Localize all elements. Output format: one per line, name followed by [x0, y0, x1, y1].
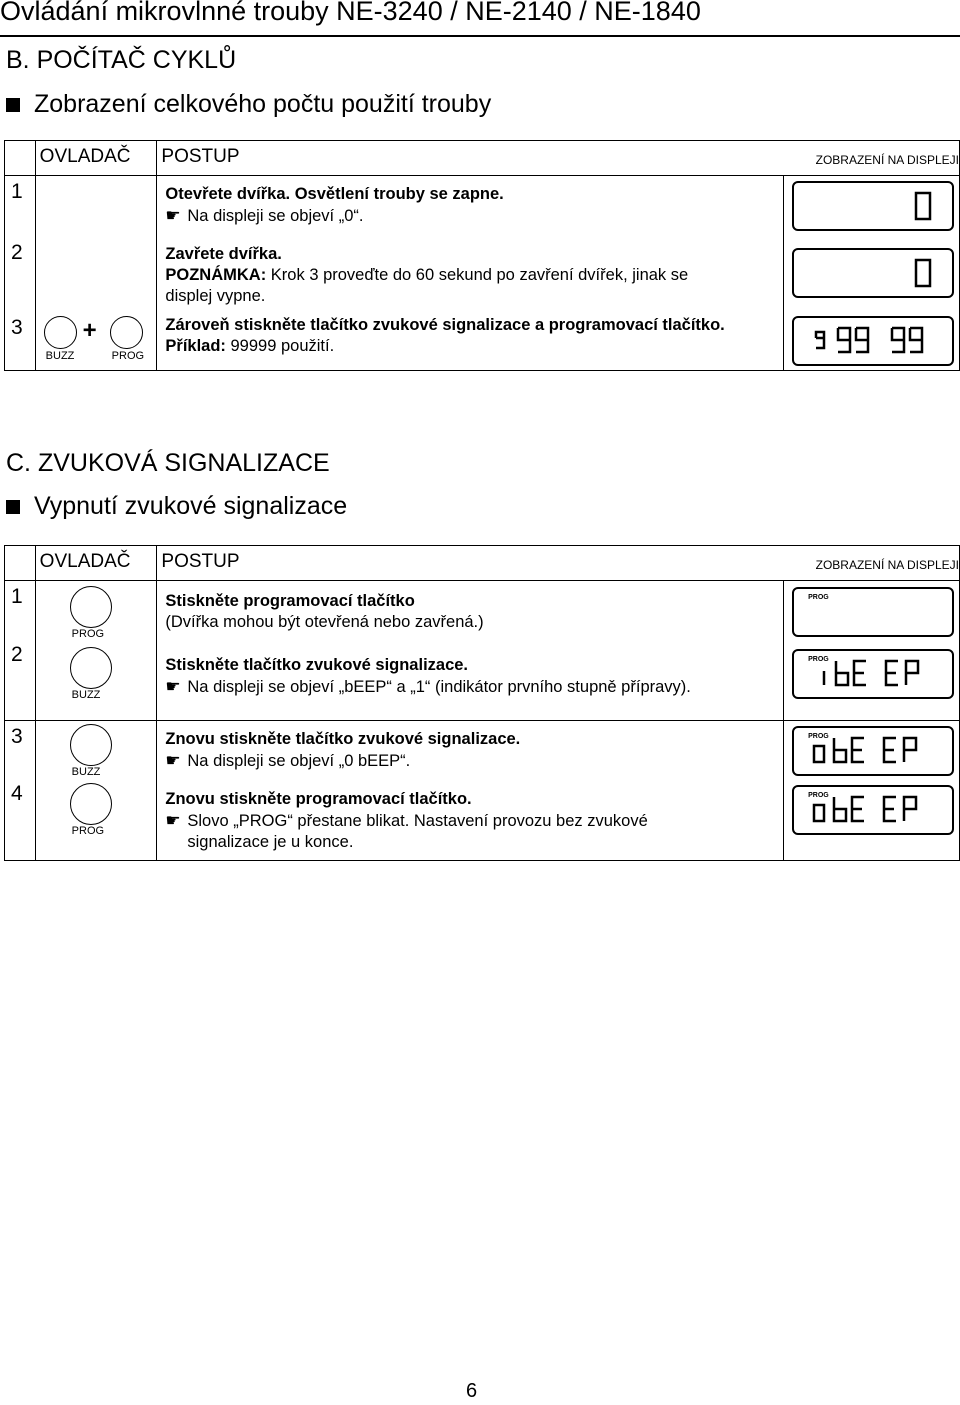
step-text: Zároveň stiskněte tlačítko zvukové signalizace a programovací tlačítko. Příklad: 99999 použití. — [165, 316, 725, 355]
lcd-display — [792, 248, 954, 298]
step-number: 2 — [11, 643, 23, 666]
prog-indicator: PROG — [808, 792, 829, 799]
buzz-label: BUZZ — [71, 766, 101, 778]
step-number: 3 — [11, 725, 23, 748]
lcd-display — [792, 726, 954, 776]
col-control-header: OVLADAČ — [35, 546, 157, 581]
step-text: Stiskněte tlačítko zvukové signalizace. ☛ Na displeji se objeví „bEEP“ a „1“ (indikátor prvního stupně přípravy). — [165, 656, 691, 696]
prog-indicator: PROG — [808, 733, 829, 740]
buzz-button[interactable] — [44, 316, 77, 349]
pointing-hand-icon: ☛ — [165, 206, 181, 225]
prog-button[interactable] — [70, 783, 112, 825]
section-c-subtitle: Vypnutí zvukové signalizace — [34, 492, 348, 520]
page-number: 6 — [466, 1380, 478, 1402]
lcd-display — [792, 649, 954, 699]
buzz-button[interactable] — [70, 647, 112, 689]
lcd-display — [792, 316, 954, 366]
buzz-button[interactable] — [70, 724, 112, 766]
section-b-title: B. POČÍTAČ CYKLŮ — [6, 46, 237, 74]
step-number: 1 — [11, 585, 23, 608]
prog-button[interactable] — [70, 586, 112, 628]
digit-0 — [794, 183, 952, 229]
section-b-table — [4, 140, 960, 371]
digits-0bE-EP — [794, 787, 952, 833]
step-number: 1 — [11, 180, 23, 203]
lcd-display — [792, 785, 954, 835]
title-rule — [0, 35, 960, 37]
prog-indicator: PROG — [808, 594, 829, 601]
step-number: 4 — [11, 782, 23, 805]
section-c-title: C. ZVUKOVÁ SIGNALIZACE — [6, 449, 330, 477]
pointing-hand-icon: ☛ — [165, 751, 181, 770]
col-procedure-header: POSTUP — [157, 141, 784, 176]
col-control-header: OVLADAČ — [35, 141, 157, 176]
prog-button[interactable] — [110, 316, 143, 349]
page-title: Ovládání mikrovlnné trouby NE-3240 / NE-2140 / NE-1840 — [0, 0, 701, 26]
lcd-display — [792, 587, 954, 637]
lcd-display — [792, 181, 954, 231]
pointing-hand-icon: ☛ — [165, 811, 181, 830]
step-text: Zavřete dvířka. POZNÁMKA: Krok 3 proveďte do 60 sekund po zavření dvířek, jinak se displej vypne. — [165, 245, 689, 305]
step-number: 2 — [11, 241, 23, 264]
step-text: Znovu stiskněte programovací tlačítko. ☛ Slovo „PROG“ přestane blikat. Nastavení provozu bez zvukové signalizace je u konce. — [165, 790, 648, 851]
buzz-label: BUZZ — [45, 350, 75, 362]
col-procedure-header: POSTUP — [157, 546, 784, 581]
prog-label: PROG — [71, 628, 105, 640]
col-display-header: ZOBRAZENÍ NA DISPLEJI — [784, 141, 960, 176]
square-bullet-icon — [6, 500, 20, 514]
step-text: Stiskněte programovací tlačítko (Dvířka mohou být otevřená nebo zavřená.) — [165, 592, 484, 631]
section-c-subtitle-row — [6, 492, 347, 521]
square-bullet-icon — [6, 98, 20, 112]
step-number: 3 — [11, 316, 23, 339]
prog-label: PROG — [71, 825, 105, 837]
digits-99999 — [794, 318, 952, 364]
digits-0bE-EP — [794, 728, 952, 774]
section-c-table — [4, 545, 960, 861]
step-text: Otevřete dvířka. Osvětlení trouby se zapne. ☛ Na displeji se objeví „0“. — [165, 185, 504, 225]
pointing-hand-icon: ☛ — [165, 677, 181, 696]
section-b-subtitle: Zobrazení celkového počtu použití trouby — [34, 90, 492, 118]
digit-0 — [794, 250, 952, 296]
buzz-label: BUZZ — [71, 689, 101, 701]
plus-sign: + — [82, 317, 97, 344]
section-b-subtitle-row — [6, 90, 491, 119]
step-text: Znovu stiskněte tlačítko zvukové signalizace. ☛ Na displeji se objeví „0 bEEP“. — [165, 730, 521, 770]
col-display-header: ZOBRAZENÍ NA DISPLEJI — [784, 546, 960, 581]
digits-1bE-EP — [794, 651, 952, 697]
prog-label: PROG — [111, 350, 145, 362]
prog-indicator: PROG — [808, 656, 829, 663]
